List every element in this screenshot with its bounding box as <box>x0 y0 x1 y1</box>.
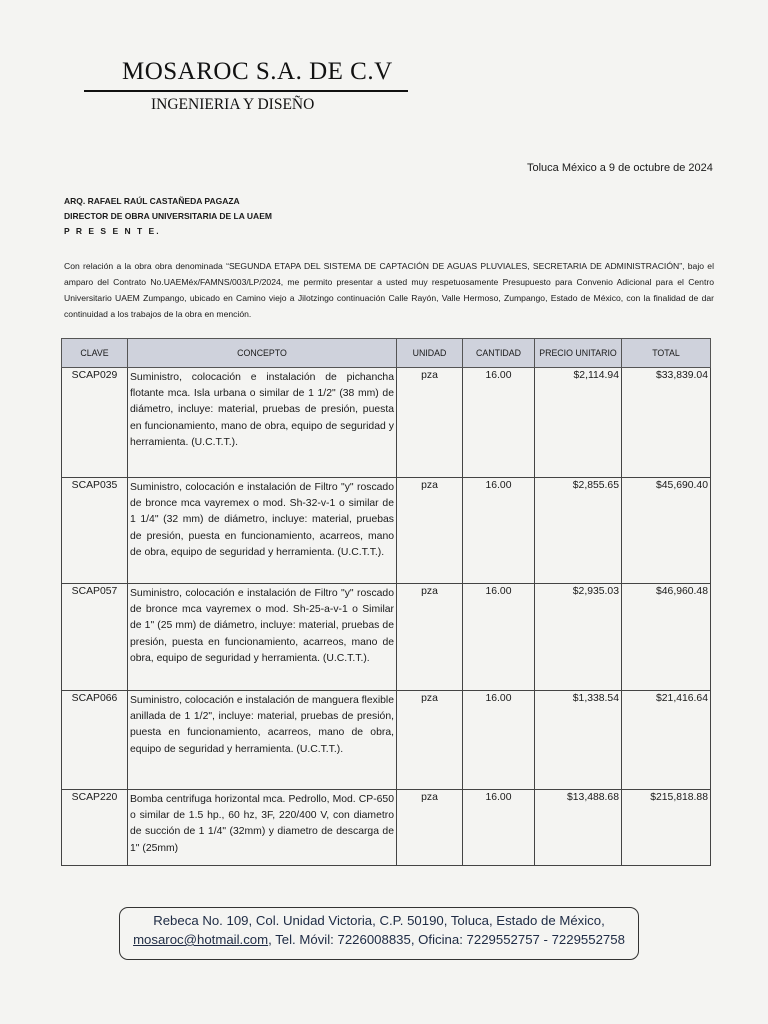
table-row <box>62 584 711 691</box>
addressee-greeting: P R E S E N T E. <box>64 226 161 236</box>
cell-clave: SCAP220 <box>62 790 128 866</box>
letterhead-divider <box>84 90 408 92</box>
footer-email-link[interactable]: mosaroc@hotmail.com <box>133 932 269 947</box>
cell-concepto: Suministro, colocación e instalación de Filtro "y" roscado de bronce mca vayremex o mod. Sh-25-a-v-1 o Similar de 1" (25 mm) de diámetro, incluye: material, pruebas de presión, puesta en funcionamiento, acarreos, mano de obra, equipo de seguridad y herramienta. (U.C.T.T.). <box>128 584 397 691</box>
cell-total: $21,416.64 <box>622 691 711 790</box>
footer-address: Rebeca No. 109, Col. Unidad Victoria, C.P. 50190, Toluca, Estado de México, <box>153 913 605 928</box>
cell-cantidad: 16.00 <box>463 584 535 691</box>
budget-table <box>61 338 711 866</box>
cell-precio-unitario: $2,935.03 <box>535 584 622 691</box>
cell-total: $33,839.04 <box>622 368 711 478</box>
cell-unidad: pza <box>397 790 463 866</box>
cell-clave: SCAP035 <box>62 478 128 584</box>
cell-total: $45,690.40 <box>622 478 711 584</box>
cell-precio-unitario: $1,338.54 <box>535 691 622 790</box>
cell-cantidad: 16.00 <box>463 790 535 866</box>
table-row <box>62 368 711 478</box>
table-row <box>62 478 711 584</box>
cell-concepto: Suministro, colocación e instalación de pichancha flotante mca. Isla urbana o similar de 1 1/2" (38 mm) de diámetro, incluye: material, pruebas de presión, puesta en funcionamiento, mano de obra, equipo de seguridad y herramienta. (U.C.T.T.). <box>128 368 397 478</box>
cell-cantidad: 16.00 <box>463 368 535 478</box>
cell-unidad: pza <box>397 691 463 790</box>
cell-total: $215,818.88 <box>622 790 711 866</box>
table-row <box>62 691 711 790</box>
footer-contact-line <box>120 930 638 949</box>
addressee-position: DIRECTOR DE OBRA UNIVERSITARIA DE LA UAEM <box>64 211 272 221</box>
header-cantidad: CANTIDAD <box>463 339 535 368</box>
cell-concepto: Suministro, colocación e instalación de manguera flexible anillada de 1 1/2", incluye: material, pruebas de presión, puesta en funcionamiento, acarreos, mano de obra, equipo de seguridad y herramienta. (U.C.T.T.). <box>128 691 397 790</box>
addressee-name: ARQ. RAFAEL RAÚL CASTAÑEDA PAGAZA <box>64 196 240 206</box>
cell-clave: SCAP057 <box>62 584 128 691</box>
cell-concepto: Bomba centrifuga horizontal mca. Pedrollo, Mod. CP-650 o similar de 1.5 hp., 60 hz, 3F, 220/400 V, con diametro de succión de 1 1/4" (32mm) y diametro de descarga de 1" (25mm) <box>128 790 397 866</box>
header-precio-unitario: PRECIO UNITARIO <box>535 339 622 368</box>
cell-precio-unitario: $13,488.68 <box>535 790 622 866</box>
cell-unidad: pza <box>397 584 463 691</box>
letter-date: Toluca México a 9 de octubre de 2024 <box>527 162 713 174</box>
intro-paragraph: Con relación a la obra obra denominada “SEGUNDA ETAPA DEL SISTEMA DE CAPTACIÓN DE AGUAS PLUVIALES, SECRETARIA DE ADMINISTRACIÓN”, bajo el amparo del Contrato No.UAEMéx/FAMNS/003/LP/2024, me permito presentar a usted muy respetuosamente Presupuesto para Convenio Adicional para el Centro Universitario UAEM Zumpango, ubicado en Camino viejo a Jilotzingo continuación Calle Rayón, Valle Hermoso, Zumpango, Estado de México, con la finalidad de dar continuidad a los trabajos de la obra en mención. <box>64 261 714 319</box>
cell-precio-unitario: $2,855.65 <box>535 478 622 584</box>
company-name: MOSAROC S.A. DE C.V <box>122 58 393 85</box>
company-subtitle: INGENIERIA Y DISEÑO <box>151 96 315 113</box>
cell-cantidad: 16.00 <box>463 478 535 584</box>
header-clave: CLAVE <box>62 339 128 368</box>
cell-cantidad: 16.00 <box>463 691 535 790</box>
header-concepto: CONCEPTO <box>128 339 397 368</box>
header-total: TOTAL <box>622 339 711 368</box>
cell-clave: SCAP029 <box>62 368 128 478</box>
cell-clave: SCAP066 <box>62 691 128 790</box>
table-row <box>62 790 711 866</box>
header-unidad: UNIDAD <box>397 339 463 368</box>
cell-total: $46,960.48 <box>622 584 711 691</box>
cell-unidad: pza <box>397 478 463 584</box>
table-header-row <box>62 339 711 368</box>
footer-phones: , Tel. Móvil: 7226008835, Oficina: 7229552757 - 7229552758 <box>268 932 625 947</box>
footer-contact-box <box>119 907 639 960</box>
cell-unidad: pza <box>397 368 463 478</box>
cell-precio-unitario: $2,114.94 <box>535 368 622 478</box>
cell-concepto: Suministro, colocación e instalación de Filtro "y" roscado de bronce mca vayremex o mod. Sh-32-v-1 o similar de 1 1/4" (32 mm) de diámetro, incluye: material, pruebas de presión, puesta en funcionamiento, acarreos, mano de obra, equipo de seguridad y herramienta. (U.C.T.T.). <box>128 478 397 584</box>
addressee-block <box>64 194 272 239</box>
